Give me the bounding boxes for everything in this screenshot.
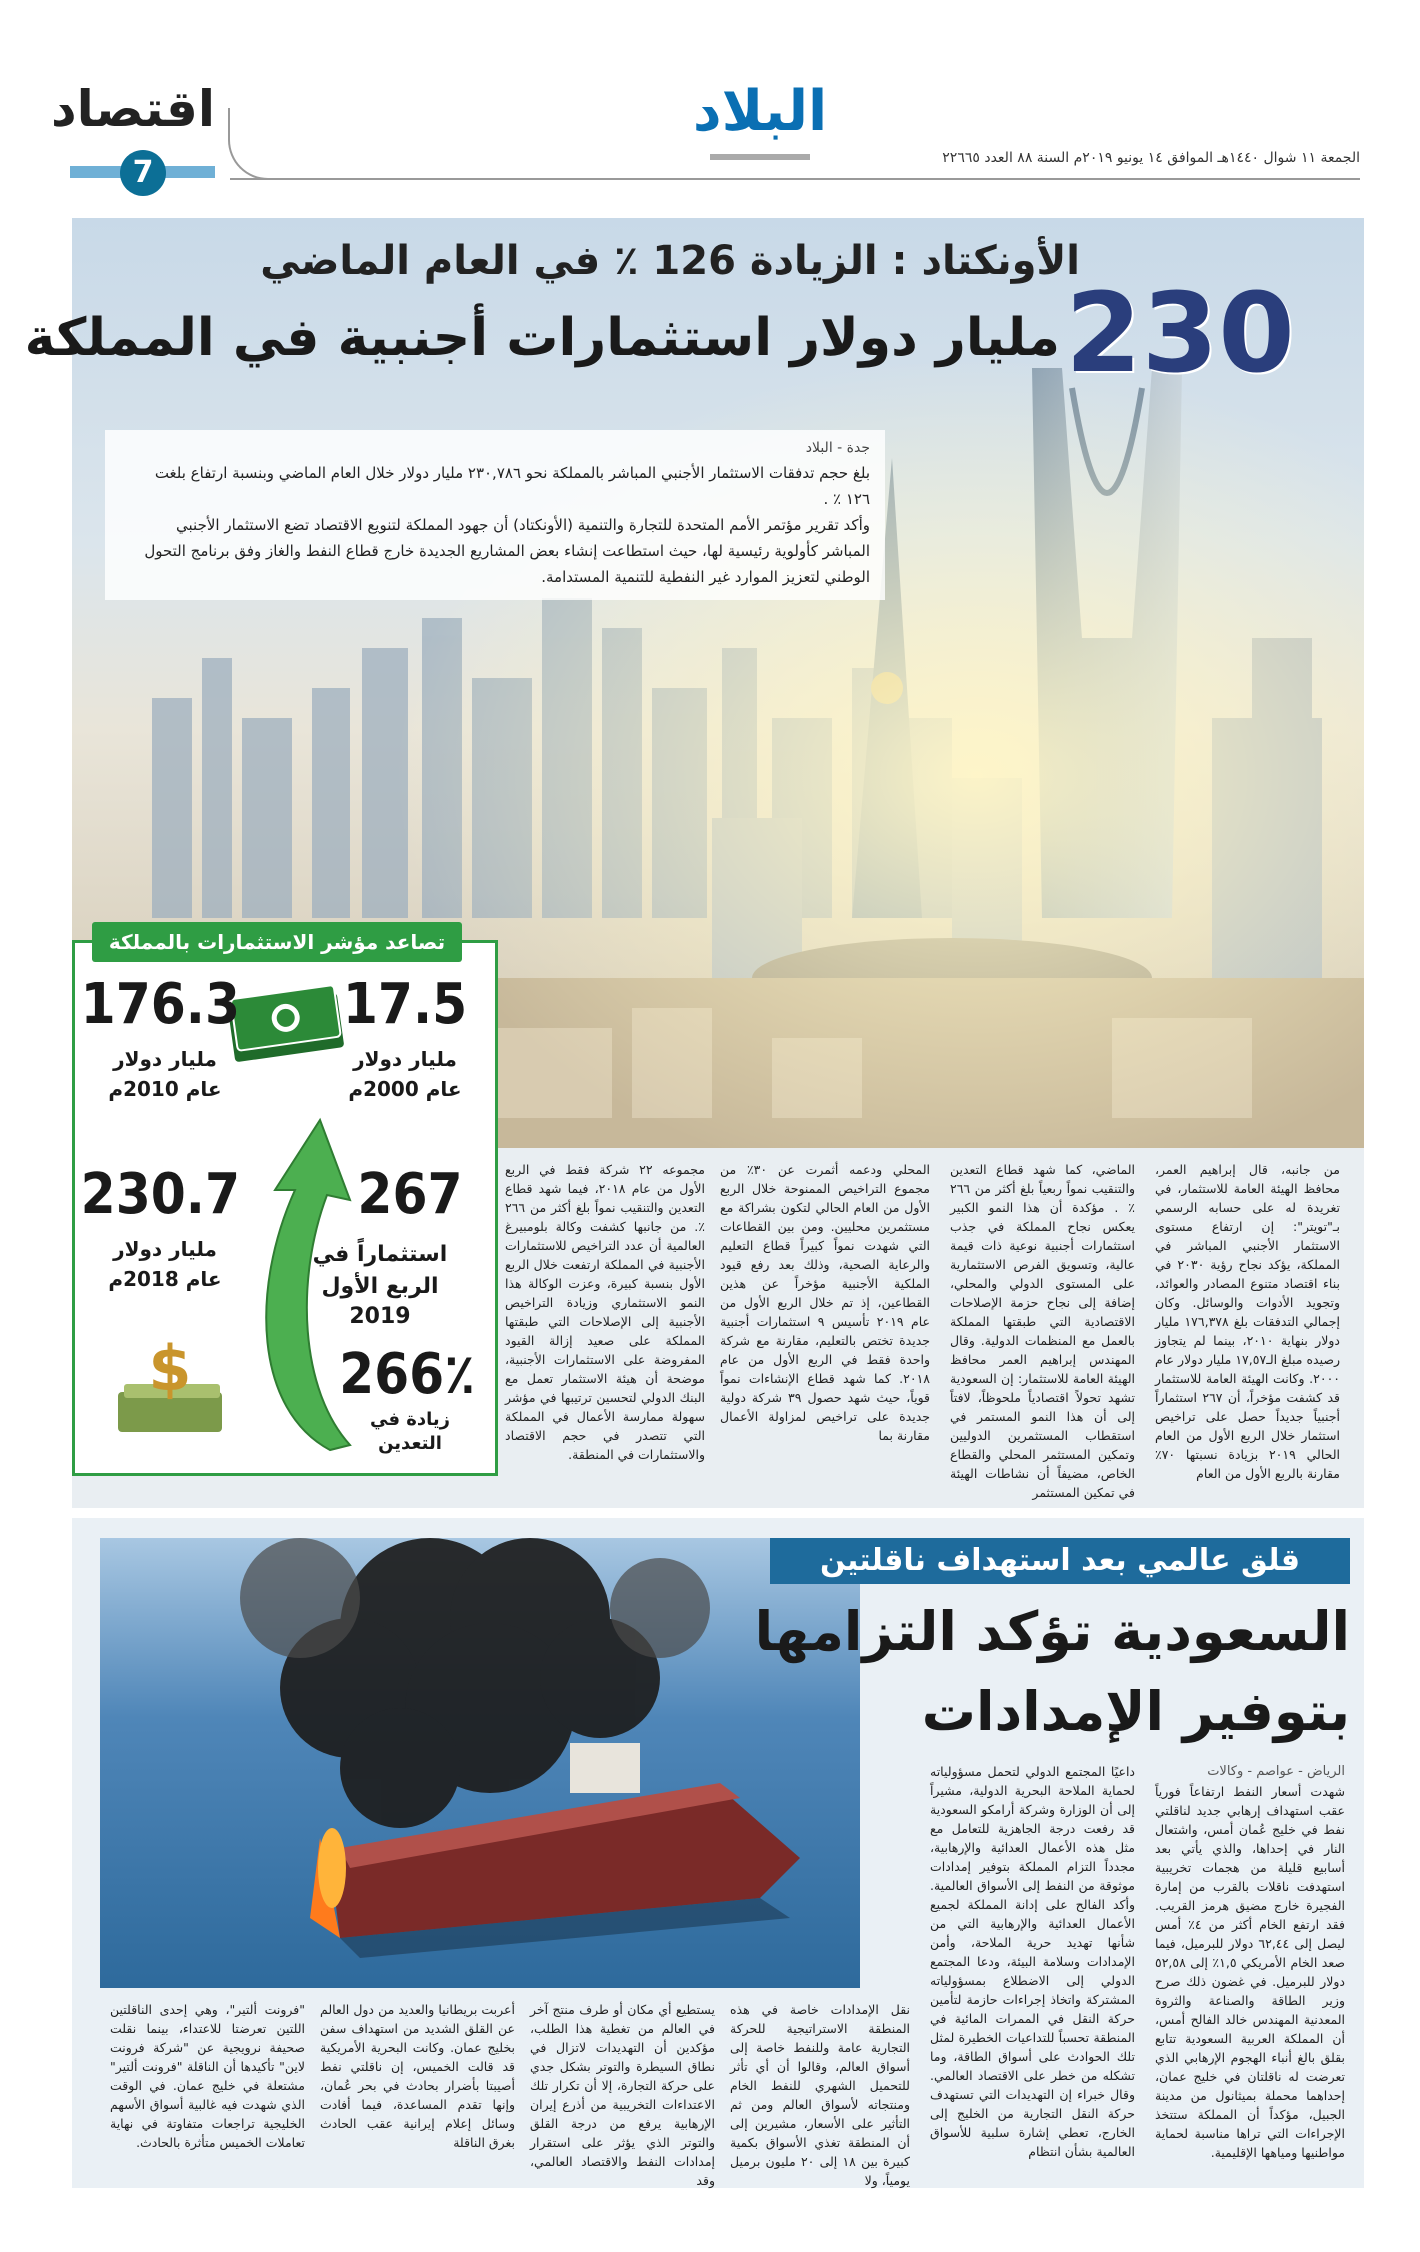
article-byline: جدة - البلاد <box>805 440 870 456</box>
infobox-title: تصاعد مؤشر الاستثمارات بالمملكة <box>92 922 462 962</box>
stat-2018-unit: مليار دولار <box>113 1237 217 1261</box>
bottom-headline-line-1: السعودية تؤكد التزامها <box>754 1600 1350 1663</box>
lead-paragraph-2: وأكد تقرير مؤتمر الأمم المتحدة للتجارة والتنمية (الأونكتاد) أن جهود المملكة لتنويع الاقتصاد تضع الاستثمار الأجنبي المباشر كأولوية رئيسية لها، حيث استطاعت إنشاء بعض المشاريع الجديدة خارج قطاع النفط والغاز وفق برنامج التحول الوطني لتعزيز الموارد غير النفطية للتنمية المستدامة. <box>144 516 870 586</box>
newspaper-logo <box>690 72 830 162</box>
stat-q1-label-2: الربع الأول 2019 <box>321 1274 439 1329</box>
stat-2000-year: عام 2000م <box>348 1077 462 1101</box>
bottom-column-6: "فرونت ألتير"، وهي إحدى الناقلتين اللتين تعرضتا للاعتداء، بينما نقلت صحيفة نرويجية عن "شركة فرونت لاين" تأكيدها أن الناقلة "فرونت ألتير" مشتعلة في خليج عمان. في الوقت الذي شهدت فيه غالبية أسواق الأسهم الخليجية تراجعات متفاوتة في نهاية تعاملات الخميس متأثرة بالحادث. <box>110 2002 305 2150</box>
stat-2018-year: عام 2018م <box>108 1267 222 1291</box>
stat-2010-value: 176.3 <box>80 972 240 1037</box>
top-column-1: من جانبه، قال إبراهيم العمر، محافظ الهيئة العامة للاستثمار، في تغريدة له على حسابه الرسمي بـ"تويتر": إن ارتفاع مستوى الاستثمار الأجنبي المباشر في المملكة، يؤكد نجاح رؤية ٢٠٣٠ في بناء اقتصاد متنوع المصادر والعوائد، وتجويد الأدوات والوسائل. وكان إجمالي التدفقات بلغ ١٧٦,٣٧٨ مليار دولار بنهاية ٢٠١٠، بينما لم يتجاوز رصيده مبلغ الـ١٧,٥٧ مليار دولار عام ٢٠٠٠. وكانت الهيئة العامة للاستثمار قد كشفت مؤخراً، أن ٢٦٧ استثماراً أجنبياً جديداً حصل على تراخيص استثمار خلال الربع الأول من العام الحالي ٢٠١٩ بزيادة نسبتها ٧٠٪ مقارنة بالربع الأول من العام <box>1155 1162 1341 1481</box>
bottom-column-1: شهدت أسعار النفط ارتفاعاً فورياً عقب استهداف إرهابي جديد لناقلتي نفط في خليج عُمان أمس، واشتعال النار في إحداها، والذي يأتي بعد أسابيع قليلة من هجمات تخريبية استهدفت ناقلات بالقرب من إمارة الفجيرة خارج مضيق هرمز القريب. فقد ارتفع الخام أكثر من ٤٪ أمس ليصل إلى ٦٢,٤٤ دولار للبرميل، فيما صعد الخام الأمريكي ١,٥٪ إلى ٥٢,٥٨ دولار للبرميل. في غضون ذلك صرح وزير الطاقة والصناعة والثروة المعدنية المهندس خالد الفالح أمس، أن المملكة العربية السعودية تتابع بقلق بالغ أنباء الهجوم الإرهابي الذي تعرضت له ناقلتان في خليج عمان، إحداهما محملة بميثانول من مدينة الجبيل، مؤكداً أن المملكة ستتخذ الإجراءات التي تراها مناسبة لحماية مواطنيها ومياهها الإقليمية. <box>1155 1784 1345 2160</box>
bottom-column-5: أعربت بريطانيا والعديد من دول العالم عن القلق الشديد من استهداف سفن بخليج عمان. وكانت البحرية الأمريكية قد قالت الخميس، إن ناقلتي نفط أصيبتا بأضرار بحادث في بحر عُمان، وإنها تقدم المساعدة، فيما أفادت وسائل إعلام إيرانية عقب الحادث بغرق الناقلة <box>320 2002 515 2150</box>
top-column-3: المحلي ودعمه أثمرت عن ٣٠٪ من مجموع التراخيص الممنوحة خلال الربع الأول من العام الحالي لتكون بشراكة مع مستثمرين محليين. ومن بين القطاعات التي شهدت نمواً كبيراً قطاع التعليم والرعاية الصحية، وذلك بعد رفع قيود الملكية الأجنبية مؤخراً عن هذين القطاعين، إذ تم خلال الربع الأول من عام ٢٠١٩ تأسيس ٩ استثمارات أجنبية جديدة تختص بالتعليم، مقارنة مع شركة واحدة فقط في الربع الأول من عام ٢٠١٨. كما شهد قطاع الإنشاءات نمواً قوياً، حيث شهد حصول ٣٩ شركة دولية جديدة على تراخيص لمزاولة الأعمال مقارنة بما <box>720 1162 931 1443</box>
page-number-badge: 7 <box>120 150 166 196</box>
bottom-column-3: نقل الإمدادات خاصة في هذه المنطقة الاستراتيجية للحركة التجارية عامة وللنفط خاصة إلى أسواق العالم، وقالوا أن أي تأثر للتحميل الشهري للنفط الخام ومنتجاته لأسواق العالم ومن ثم التأثير على الأسعار، مشيرين إلى أن المنطقة تغذي الأسواق بكمية كبيرة بين ١٨ إلى ٢٠ مليون برميل يومياً، ولا <box>730 2002 910 2188</box>
bottom-headline-line-2: بتوفير الإمدادات <box>921 1680 1350 1743</box>
top-column-2: الماضي، كما شهد قطاع التعدين والتنقيب نمواً ربعياً بلغ أكثر من ٢٦٦ ٪ . مؤكدة أن هذا النمو الكبير يعكس نجاح المملكة في جذب استثمارات أجنبية نوعية ذات قيمة عالية، وتسويق الفرص الاستثمارية على المستوى الدولي والمحلي، إضافة إلى نجاح حزمة الإصلاحات الاقتصادية التي طبقتها المملكة بالعمل مع المنظمات الدولية. وقال المهندس إبراهيم العمر محافظ الهيئة العامة للاستثمار: إن السعودية تشهد تحولاً اقتصادياً ملحوظاً، لافتاً إلى أن هذا النمو المستمر في استقطاب المستثمرين الدوليين وتمكين المستثمر المحلي والقطاع الخاص، مضيفاً أن نشاطات الهيئة في تمكين المستثمر <box>950 1162 1135 1500</box>
stat-pct-value: 266٪ <box>339 1342 475 1407</box>
issue-dateline: الجمعة ١١ شوال ١٤٤٠هـ الموافق ١٤ يونيو ٢٠١٩م السنة ٨٨ العدد ٢٢٦٦٥ <box>942 150 1360 166</box>
stat-q1-label-1: استثماراً في <box>312 1242 448 1267</box>
stat-2000-value: 17.5 <box>342 972 468 1037</box>
stat-2000-unit: مليار دولار <box>353 1047 457 1071</box>
bottom-kicker-band: قلق عالمي بعد استهداف ناقلتين <box>770 1538 1350 1584</box>
lead-paragraph-1: بلغ حجم تدفقات الاستثمار الأجنبي المباشر بالمملكة نحو ٢٣٠,٧٨٦ مليار دولار خلال العام الماضي وبنسبة ارتفاع بلغت ١٢٦ ٪ . <box>154 464 870 508</box>
section-title: اقتصاد <box>51 80 215 138</box>
article-headline: مليار دولار استثمارات أجنبية في المملكة <box>24 308 1060 368</box>
dollar-money-icon <box>110 1330 230 1440</box>
masthead-rule-corner <box>228 108 280 180</box>
stat-q1-value: 267 <box>357 1162 463 1227</box>
svg-text:$: $ <box>148 1332 192 1405</box>
bottom-byline: الرياض - عواصم - وكالات <box>1207 1764 1345 1779</box>
stat-2010-unit: مليار دولار <box>113 1047 217 1071</box>
burning-tanker-photo <box>100 1538 860 1988</box>
stat-2018-value: 230.7 <box>80 1162 240 1227</box>
bottom-column-2: داعيًا المجتمع الدولي لتحمل مسؤولياته لحماية الملاحة البحرية الدولية، مشيراً إلى أن الوزارة وشركة أرامكو السعودية قد رفعت درجة الجاهزية للتعامل مع مثل هذه الأعمال العدائية والإرهابية، مجدداً التزام المملكة بتوفير إمدادات موثوقة من النفط إلى الأسواق العالمية. وأكد الفالح على إدانة المملكة لجميع الأعمال العدائية والإرهابية التي من شأنها تهديد حرية الملاحة، وأمن الإمدادات وسلامة البيئة، ودعا المجتمع الدولي إلى الاضطلاع بمسؤولياته المشتركة واتخاذ إجراءات حازمة لتأمين حركة النقل في الممرات المائية في المنطقة تحسباً للتداعيات الخطيرة لمثل تلك الحوادث على أسواق الطاقة، وما تشكله من خطر على الاقتصاد العالمي. وقال خبراء إن التهديدات التي تستهدف حركة النقل التجارية من الخليج إلى الخارج، تعطي إشارة سلبية للأسواق العالمية بشأن انتظام <box>930 1764 1135 2159</box>
stat-pct-label: زيادة في التعدين <box>369 1409 450 1454</box>
masthead-rule <box>230 178 1360 180</box>
stat-2010-year: عام 2010م <box>108 1077 222 1101</box>
article-kicker: الأونكتاد : الزيادة 126 ٪ في العام الماضي <box>260 238 1080 284</box>
tanker-illustration <box>100 1538 860 1988</box>
bottom-column-4: يستطيع أي مكان أو طرف منتج آخر في العالم من تغطية هذا الطلب، مؤكدين أن التهديدات لاتزال في نطاق السيطرة والتوتر بشكل جدي على حركة التجارة، إلا أن تكرار تلك الاعتداءات التخريبية من أذرع إيران الإرهابية يرفع من درجة القلق والتوتر الذي يؤثر على استقرار إمدادات النفط والاقتصاد العالمي، وقد <box>530 2002 715 2188</box>
logo-underline <box>710 154 810 160</box>
headline-figure: 230 <box>1065 269 1295 397</box>
top-column-4: مجموعه ٢٢ شركة فقط في الربع الأول من عام ٢٠١٨، فيما شهد قطاع التعدين والتنقيب نمواً بلغ أكثر من ٢٦٦ ٪. من جانبها كشفت وكالة بلومبيرغ العالمية أن عدد التراخيص للاستثمارات الأجنبية في المملكة ارتفعت خلال الربع الأول بنسبة كبيرة، وعزت الوكالة هذا النمو الاستثماري وزيادة التراخيص الأجنبية إلى الإصلاحات التي طبقتها المملكة على صعيد إزالة القيود المفروضة على الاستثمارات الأجنبية، موضحة أن هيئة الاستثمار تعمل مع البنك الدولي لتحسين ترتيبها في مؤشر سهولة ممارسة الأعمال في المملكة التي تتصدر في حجم الاقتصاد والاستثمارات في المنطقة. <box>505 1162 705 1462</box>
lead-paragraphs <box>130 460 870 590</box>
logo-text: البلاد <box>692 79 828 144</box>
